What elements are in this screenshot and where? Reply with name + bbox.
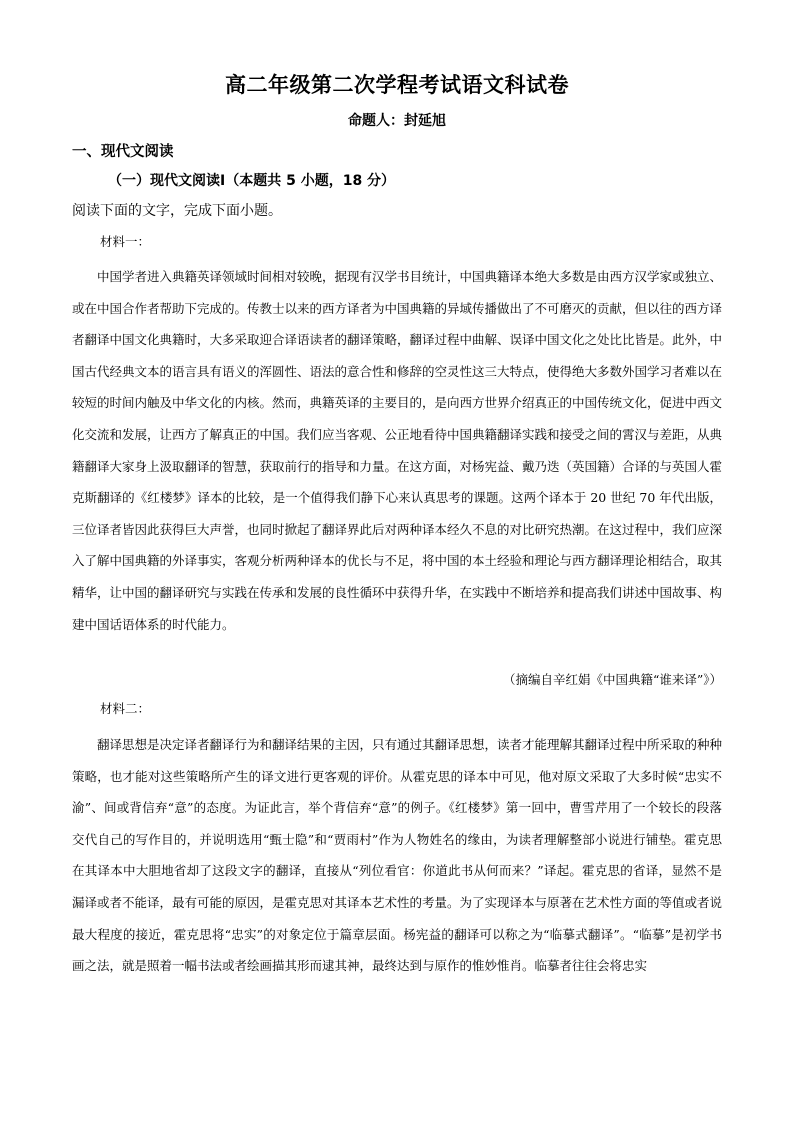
section-heading: 一、现代文阅读: [72, 144, 174, 160]
author-line: 命题人：封延旭: [348, 113, 446, 129]
material-1-paragraph: 中国学者进入典籍英译领域时间相对较晚，据现有汉学书目统计，中国典籍译本绝大多数是由西方汉学家或独立、或在中国合作者帮助下完成的。传教士以来的西方译者为中国典籍的异域传播做出了不可磨灭的贡献，但以往的西方译者翻译中国文化典籍时，大多采取迎合译语读者的翻译策略，翻译过程中曲解、误译中国文化之处比比皆是。此外，中国古代经典文本的语言具有语义的浑圆性、语法的意合性和修辞的空灵性这三大特点，使得绝大多数外国学习者难以在较短的时间内触及中华文化的内核。然而，典籍英译的主要目的，是向西方世界介绍真正的中国传统文化，促进中西文化交流和发展，让西方了解真正的中国。我们应当客观、公正地看待中国典籍翻译实践和接受之间的霄汉与差距，从典籍翻译大家身上汲取翻译的智慧，获取前行的指导和力量。在这方面，对杨宪益、戴乃迭（英国籍）合译的与英国人霍克斯翻译的《红楼梦》译本的比较，是一个值得我们静下心来认真思考的课题。这两个译本于 20 世纪 70 年代出版，三位译者皆因此获得巨大声誉，也同时掀起了翻译界此后对两种译本经久不息的对比研究热潮。在这过程中，我们应深入了解中国典籍的外译事实，客观分析两种译本的优长与不足，将中国的本土经验和理论与西方翻译理论相结合，取其精华，让中国的翻译研究与实践在传承和发展的良性循环中获得升华，在实践中不断培养和提高我们讲述中国故事、构建中国话语体系的时代能力。: [72, 269, 723, 632]
exam-title: 高二年级第二次学程考试语文科试卷: [225, 73, 569, 97]
reading-instruction: 阅读下面的文字，完成下面小题。: [72, 203, 282, 219]
material-2-paragraph: 翻译思想是决定译者翻译行为和翻译结果的主因，只有通过其翻译思想，读者才能理解其翻译过程中所采取的种种策略，也才能对这些策略所产生的译文进行更客观的评价。从霍克思的译本中可见，他对原文采取了大多时候“忠实不渝”、间或背信弃“意”的态度。为证此言，举个背信弃“意”的例子。《红楼梦》第一回中，曹雪芹用了一个较长的段落交代自己的写作目的，并说明选用“甄士隐”和“贾雨村”作为人物姓名的缘由，为读者理解整部小说进行铺垫。霍克思在其译本中大胆地省却了这段文字的翻译，直接从“列位看官：你道此书从何而来？”译起。霍克思的省译，显然不是漏译或者不能译，最有可能的原因，是霍克思对其译本艺术性的考量。为了实现译本与原著在艺术性方面的等值或者说最大程度的接近，霍克思将“忠实”的对象定位于篇章层面。杨宪益的翻译可以称之为“临摹式翻译”。“临摹”是初学书画之法，就是照着一幅书法或者绘画描其形而逮其神，最终达到与原作的惟妙惟肖。临摹者往往会将忠实: [72, 737, 723, 974]
material-1-source: （摘编自辛红娟《中国典籍“谁来译”》）: [502, 672, 722, 687]
material-2-label: 材料二：: [100, 701, 151, 716]
sub-section-heading: （一）现代文阅读Ⅰ（本题共 5 小题，18 分）: [108, 173, 396, 189]
material-1-label: 材料一：: [100, 234, 151, 249]
